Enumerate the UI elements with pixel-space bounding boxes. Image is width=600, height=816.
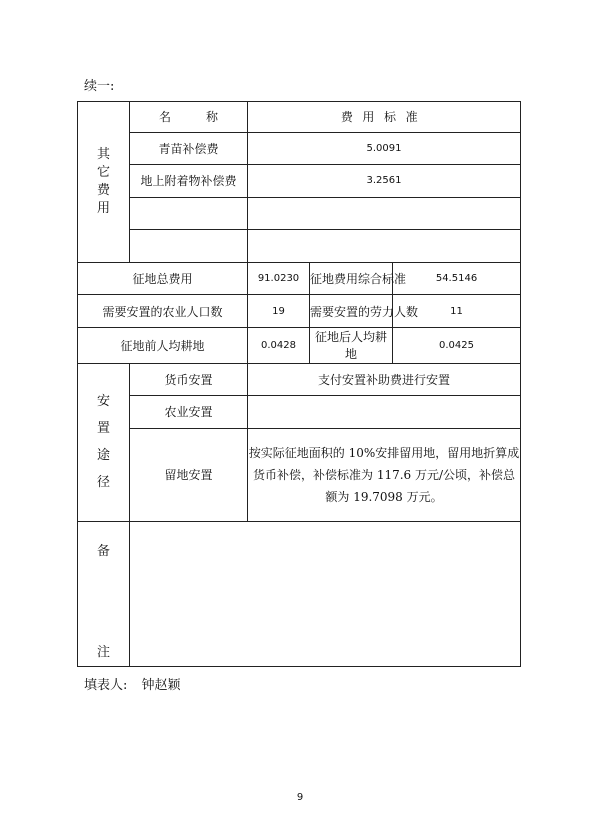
resettlement-type: 农业安置 — [130, 396, 248, 429]
farm-population-label: 需要安置的农业人口数 — [78, 295, 248, 328]
composite-standard-label: 征地费用综合标准 — [310, 262, 393, 295]
per-capita-before-label: 征地前人均耕地 — [78, 327, 248, 363]
total-fee-label: 征地总费用 — [78, 262, 248, 295]
per-capita-after-label: 征地后人均耕地 — [310, 327, 393, 363]
per-capita-before-value: 0.0428 — [248, 327, 310, 363]
fee-item-value: 5.0091 — [248, 132, 521, 165]
filler-label: 填表人: — [84, 678, 128, 693]
fee-item-name — [130, 197, 248, 230]
resettlement-type: 留地安置 — [130, 428, 248, 522]
land-acquisition-table — [77, 101, 521, 667]
fee-item-value — [248, 197, 521, 230]
continuation-label: 续一: — [84, 79, 115, 94]
fee-item-name: 地上附着物补偿费 — [130, 165, 248, 198]
page-number: 9 — [296, 792, 304, 803]
resettlement-desc — [248, 396, 521, 429]
labor-count-value: 11 — [393, 295, 521, 328]
resettlement-label: 安 置 途 径 — [78, 363, 130, 522]
filler-name: 钟赵颖 — [141, 678, 181, 693]
resettlement-desc: 按实际征地面积的 10%安排留用地，留用地折算成货币补偿，补偿标准为 117.6 万元/公顷，补偿总额为 19.7098 万元。 — [248, 428, 521, 522]
fee-item-value — [248, 230, 521, 263]
total-fee-value: 91.0230 — [248, 262, 310, 295]
fee-item-name: 青苗补偿费 — [130, 132, 248, 165]
remarks-label: 备 注 — [78, 522, 130, 667]
resettlement-type: 货币安置 — [130, 363, 248, 396]
form-filler — [84, 674, 181, 693]
fee-item-value: 3.2561 — [248, 165, 521, 198]
fee-item-name — [130, 230, 248, 263]
farm-population-value: 19 — [248, 295, 310, 328]
resettlement-desc: 支付安置补助费进行安置 — [248, 363, 521, 396]
remarks-content — [130, 522, 521, 667]
composite-standard-value: 54.5146 — [393, 262, 521, 295]
labor-count-label: 需要安置的劳力人数 — [310, 295, 393, 328]
col-name-header: 名 称 — [130, 102, 248, 133]
other-fees-label: 其 它 费 用 — [78, 102, 130, 263]
col-standard-header: 费用标准 — [248, 102, 521, 133]
per-capita-after-value: 0.0425 — [393, 327, 521, 363]
